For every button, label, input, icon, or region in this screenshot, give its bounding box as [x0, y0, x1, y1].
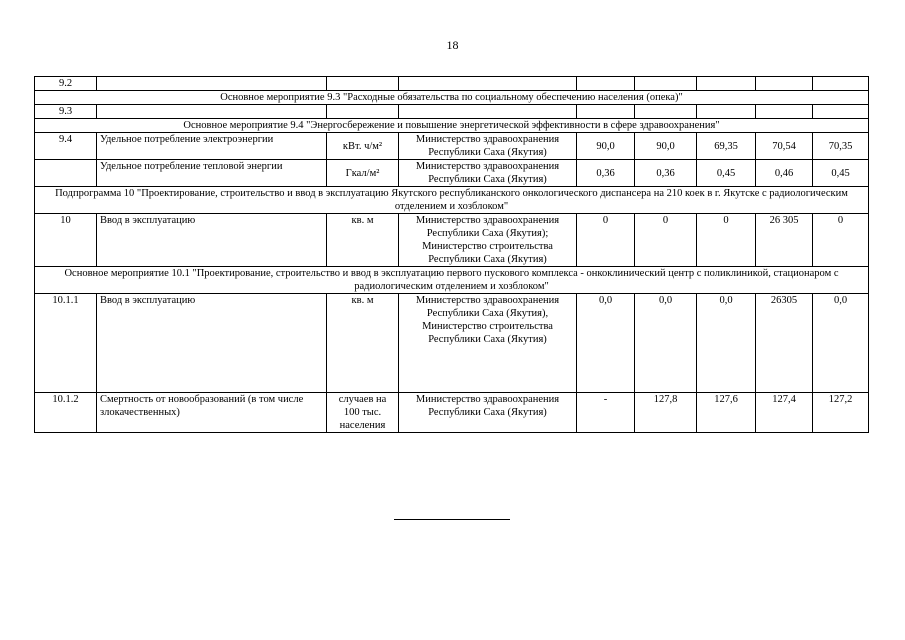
- value-cell: 127,6: [697, 393, 756, 433]
- value-cell: [635, 77, 697, 91]
- unit-cell: кв. м: [327, 294, 399, 393]
- value-cell: 70,35: [813, 133, 869, 160]
- row-number: [35, 160, 97, 187]
- executor-cell: Министерство здравоохранения Республики Саха (Якутия); Министерство строительства Республики Саха (Якутия): [399, 214, 577, 267]
- value-cell: 127,8: [635, 393, 697, 433]
- value-cell: 90,0: [635, 133, 697, 160]
- table-row: [35, 294, 869, 393]
- section-row: [35, 91, 869, 105]
- unit-cell: кв. м: [327, 214, 399, 267]
- indicator-cell: Ввод в эксплуатацию: [97, 294, 327, 393]
- executor-cell: Министерство здравоохранения Республики Саха (Якутия): [399, 133, 577, 160]
- section-row: [35, 267, 869, 294]
- value-cell: [756, 105, 813, 119]
- value-cell: 127,4: [756, 393, 813, 433]
- value-cell: [813, 105, 869, 119]
- value-cell: 70,54: [756, 133, 813, 160]
- executor-cell: Министерство здравоохранения Республики Саха (Якутия): [399, 393, 577, 433]
- value-cell: 0,45: [813, 160, 869, 187]
- section-row: [35, 119, 869, 133]
- indicator-cell: [97, 105, 327, 119]
- value-cell: 0,0: [635, 294, 697, 393]
- value-cell: [577, 77, 635, 91]
- indicator-cell: [97, 77, 327, 91]
- executor-cell: [399, 77, 577, 91]
- value-cell: [756, 77, 813, 91]
- value-cell: 0,45: [697, 160, 756, 187]
- value-cell: -: [577, 393, 635, 433]
- section-heading: Основное мероприятие 9.3 "Расходные обязательства по социальному обеспечению населения (опека)": [35, 91, 869, 105]
- value-cell: [697, 77, 756, 91]
- value-cell: 90,0: [577, 133, 635, 160]
- value-cell: 0: [635, 214, 697, 267]
- unit-cell: случаев на 100 тыс. населения: [327, 393, 399, 433]
- value-cell: 0: [813, 214, 869, 267]
- value-cell: 0: [577, 214, 635, 267]
- section-heading: Основное мероприятие 9.4 "Энергосбережение и повышение энергетической эффективности в сфере здравоохранения": [35, 119, 869, 133]
- indicator-cell: Ввод в эксплуатацию: [97, 214, 327, 267]
- table-row: [35, 393, 869, 433]
- unit-cell: Гкал/м²: [327, 160, 399, 187]
- section-heading: Основное мероприятие 10.1 "Проектирование, строительство и ввод в эксплуатацию первого пускового комплекса - онкоклинический центр с поликлиникой, стационаром с радиологическим отделением и хозблоком": [35, 267, 869, 294]
- table-row: [35, 214, 869, 267]
- value-cell: 0,36: [635, 160, 697, 187]
- value-cell: 0,0: [577, 294, 635, 393]
- row-number: 9.4: [35, 133, 97, 160]
- indicator-cell: Смертность от новообразований (в том числе злокачественных): [97, 393, 327, 433]
- value-cell: 0,36: [577, 160, 635, 187]
- table-row: [35, 160, 869, 187]
- value-cell: [635, 105, 697, 119]
- indicator-cell: Удельное потребление электроэнергии: [97, 133, 327, 160]
- value-cell: [813, 77, 869, 91]
- table-row: [35, 105, 869, 119]
- value-cell: [697, 105, 756, 119]
- value-cell: 127,2: [813, 393, 869, 433]
- page-number: 18: [446, 38, 459, 52]
- value-cell: 0,0: [813, 294, 869, 393]
- value-cell: [577, 105, 635, 119]
- table-row: [35, 133, 869, 160]
- section-row: [35, 187, 869, 214]
- executor-cell: [399, 105, 577, 119]
- unit-cell: [327, 105, 399, 119]
- value-cell: 26 305: [756, 214, 813, 267]
- footer-divider: [394, 519, 510, 520]
- unit-cell: [327, 77, 399, 91]
- row-number: 10.1.1: [35, 294, 97, 393]
- indicator-cell: Удельное потребление тепловой энергии: [97, 160, 327, 187]
- indicators-table: [34, 76, 869, 433]
- row-number: 9.2: [35, 77, 97, 91]
- executor-cell: Министерство здравоохранения Республики Саха (Якутия): [399, 160, 577, 187]
- executor-cell: Министерство здравоохранения Республики Саха (Якутия), Министерство строительства Республики Саха (Якутия): [399, 294, 577, 393]
- value-cell: 69,35: [697, 133, 756, 160]
- value-cell: 0,46: [756, 160, 813, 187]
- value-cell: 26305: [756, 294, 813, 393]
- value-cell: 0: [697, 214, 756, 267]
- table-row: [35, 77, 869, 91]
- section-heading: Подпрограмма 10 "Проектирование, строительство и ввод в эксплуатацию Якутского республиканского онкологического диспансера на 210 коек в г. Якутске с радиологическим отделением и хозблоком": [35, 187, 869, 214]
- row-number: 10.1.2: [35, 393, 97, 433]
- value-cell: 0,0: [697, 294, 756, 393]
- unit-cell: кВт. ч/м²: [327, 133, 399, 160]
- row-number: 9.3: [35, 105, 97, 119]
- row-number: 10: [35, 214, 97, 267]
